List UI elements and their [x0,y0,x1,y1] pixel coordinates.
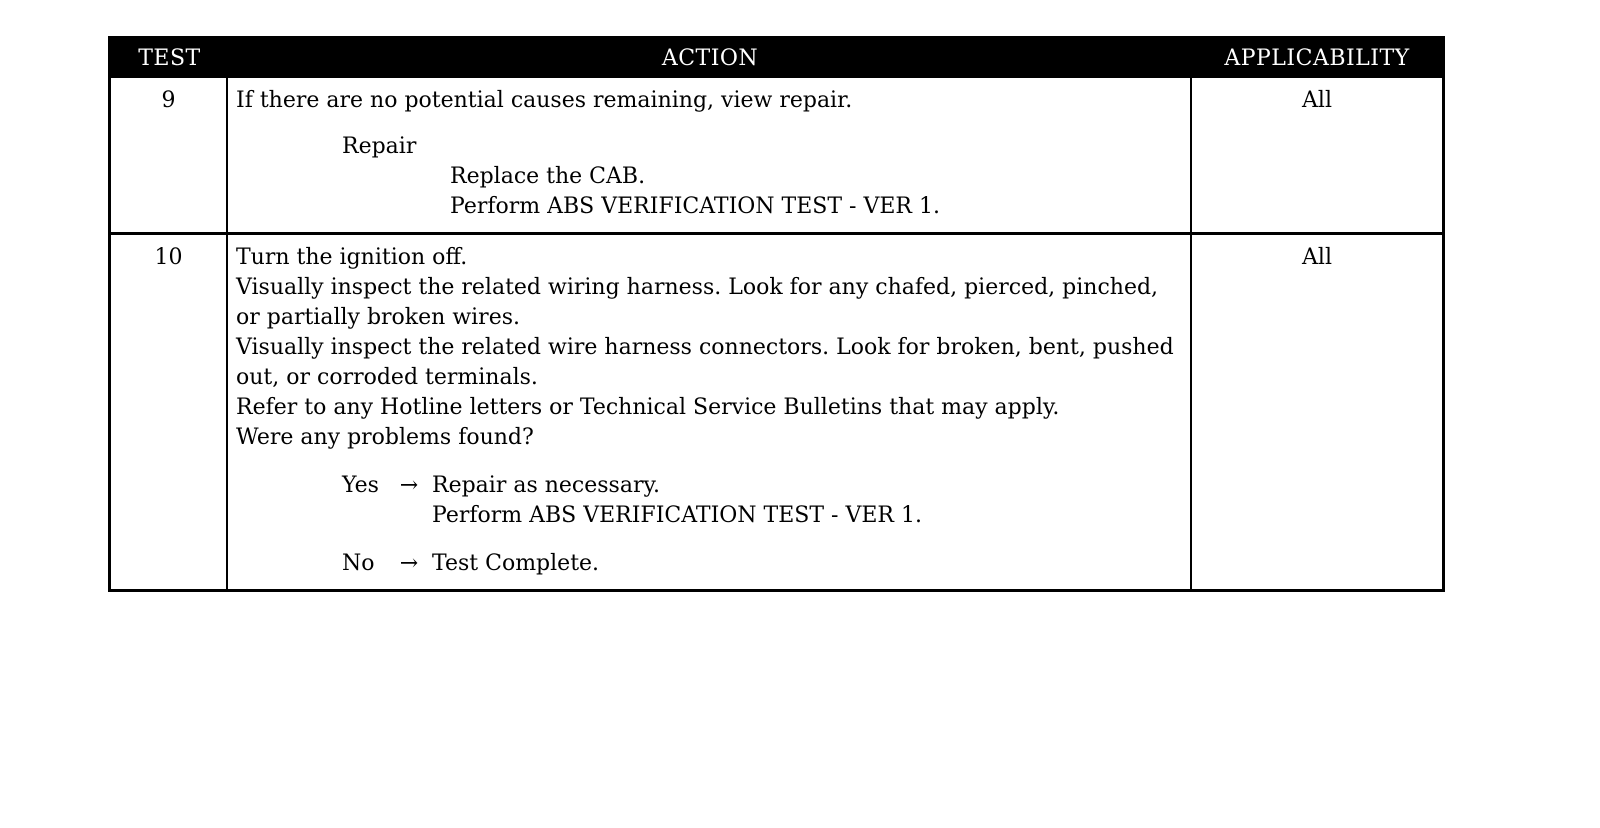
action-text: Refer to any Hotline letters or Technical Service Bulletins that may apply. [236,395,1060,420]
outcome-no-label: No [342,551,375,576]
outcome-yes [342,471,1184,531]
repair-steps [450,162,1184,222]
outcome-step: Perform ABS VERIFICATION TEST - VER 1. [432,503,922,528]
action-cell [228,78,1192,232]
action-text: Turn the ignition off. [236,245,468,270]
outcome-yes-label: Yes [342,473,379,498]
repair-step: Perform ABS VERIFICATION TEST - VER 1. [450,194,940,219]
applicability-value: All [1302,245,1332,270]
action-text: Were any problems found? [236,425,534,450]
outcome-step: Test Complete. [432,551,600,576]
action-text: If there are no potential causes remaining, view repair. [236,88,853,113]
outcome-yes-steps [432,471,922,531]
header-test: TEST [138,46,201,71]
outcome-no-steps [432,549,599,579]
repair-label: Repair [342,134,417,159]
repair-step: Replace the CAB. [450,164,646,189]
action-text: Visually inspect the related wire harness connectors. Look for broken, bent, pushed out, or corroded terminals. [236,335,1174,390]
test-number: 10 [111,235,228,589]
action-text: Visually inspect the related wiring harness. Look for any chafed, pierced, pinched, or partially broken wires. [236,275,1159,330]
right-arrow-icon: → [399,473,419,498]
header-applicability: APPLICABILITY [1224,46,1410,71]
diagnostic-test-table [108,36,1445,592]
action-cell [228,235,1192,589]
header-action: ACTION [661,46,759,71]
applicability-value: All [1302,88,1332,113]
table-row-test-10 [111,232,1442,589]
table-row-test-9 [111,78,1442,232]
right-arrow-icon: → [399,551,419,576]
test-number: 9 [111,78,228,232]
repair-block [342,132,1184,222]
outcome-no [342,549,1184,579]
outcome-step: Repair as necessary. [432,473,660,498]
table-header [111,39,1442,78]
